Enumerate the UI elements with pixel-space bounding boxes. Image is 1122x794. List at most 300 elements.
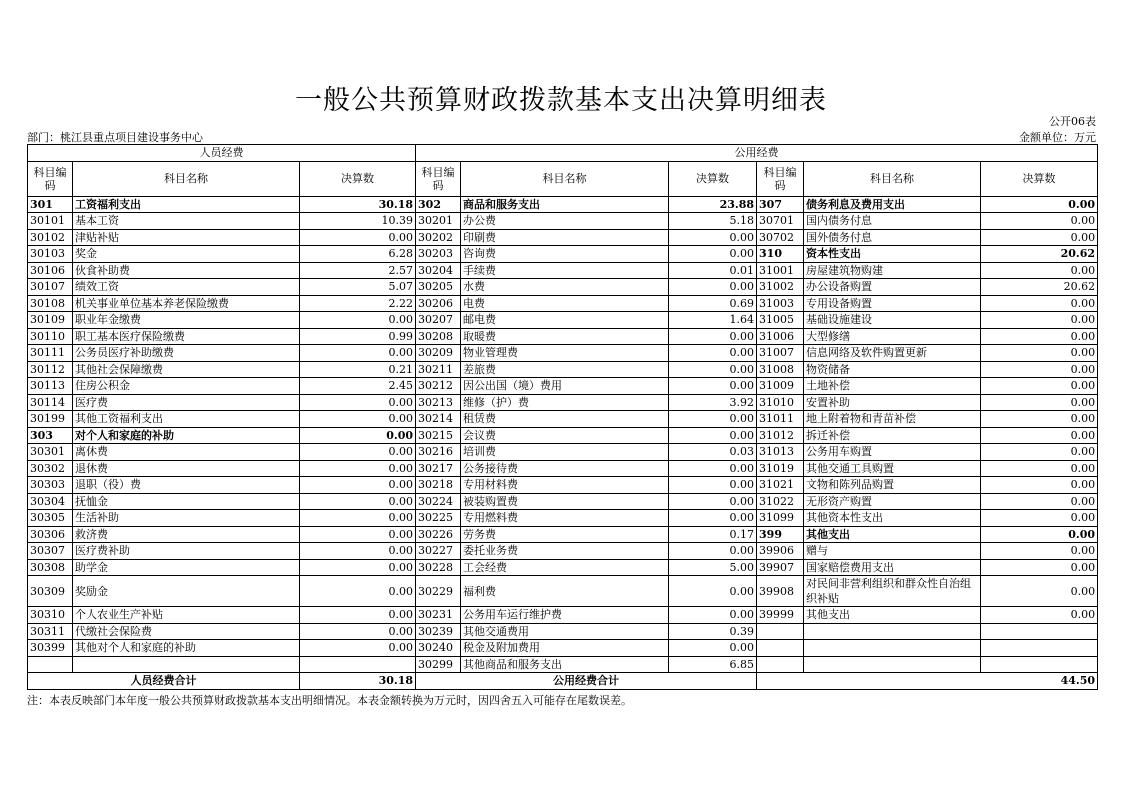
cell-amount: 0.00 xyxy=(981,559,1098,576)
cell-code: 30307 xyxy=(28,543,73,560)
cell-amount: 6.85 xyxy=(669,656,757,673)
cell-code: 30229 xyxy=(416,576,461,607)
cell-amount: 20.62 xyxy=(981,279,1098,296)
cell-name: 取暖费 xyxy=(461,328,669,345)
cell-code: 30108 xyxy=(28,295,73,312)
table-row xyxy=(28,640,1098,657)
cell-name: 资本性支出 xyxy=(804,246,981,263)
cell-code: 30203 xyxy=(416,246,461,263)
cell-code: 31007 xyxy=(757,345,804,362)
cell-amount: 0.00 xyxy=(300,543,416,560)
cell-amount: 0.00 xyxy=(669,510,757,527)
cell-code: 30305 xyxy=(28,510,73,527)
table-row xyxy=(28,656,1098,673)
cell-code: 30227 xyxy=(416,543,461,560)
cell-name: 电费 xyxy=(461,295,669,312)
cell-code: 30301 xyxy=(28,444,73,461)
table-row xyxy=(28,246,1098,263)
cell-amount: 0.69 xyxy=(669,295,757,312)
cell-name: 退休费 xyxy=(73,460,300,477)
table-row xyxy=(28,623,1098,640)
department-label: 部门：桃江县重点项目建设事务中心 xyxy=(27,131,203,144)
cell-code: 31002 xyxy=(757,279,804,296)
cell-code: 30207 xyxy=(416,312,461,329)
cell-code: 30201 xyxy=(416,213,461,230)
cell-code xyxy=(757,656,804,673)
cell-name: 会议费 xyxy=(461,427,669,444)
cell-amount: 0.00 xyxy=(300,229,416,246)
cell-amount: 0.00 xyxy=(669,378,757,395)
cell-amount: 0.17 xyxy=(669,526,757,543)
cell-name: 其他商品和服务支出 xyxy=(461,656,669,673)
cell-name: 赠与 xyxy=(804,543,981,560)
cell-name: 手续费 xyxy=(461,262,669,279)
cell-code: 31011 xyxy=(757,411,804,428)
cell-amount: 0.00 xyxy=(981,460,1098,477)
cell-name: 办公设备购置 xyxy=(804,279,981,296)
cell-name: 办公费 xyxy=(461,213,669,230)
cell-code: 31006 xyxy=(757,328,804,345)
table-row xyxy=(28,196,1098,213)
cell-name: 其他社会保障缴费 xyxy=(73,361,300,378)
cell-code: 30107 xyxy=(28,279,73,296)
form-number: 公开06表 xyxy=(1049,115,1096,128)
table-row xyxy=(28,543,1098,560)
cell-amount: 1.64 xyxy=(669,312,757,329)
cell-name: 国家赔偿费用支出 xyxy=(804,559,981,576)
cell-name: 印刷费 xyxy=(461,229,669,246)
personnel-total-value: 30.18 xyxy=(300,673,416,690)
cell-name: 工会经费 xyxy=(461,559,669,576)
cell-code: 30239 xyxy=(416,623,461,640)
cell-amount: 0.01 xyxy=(669,262,757,279)
cell-amount: 5.07 xyxy=(300,279,416,296)
cell-amount: 0.00 xyxy=(300,460,416,477)
table-row xyxy=(28,394,1098,411)
cell-code: 30106 xyxy=(28,262,73,279)
cell-amount: 0.39 xyxy=(669,623,757,640)
cell-name: 职工基本医疗保险缴费 xyxy=(73,328,300,345)
cell-amount: 0.00 xyxy=(300,444,416,461)
cell-amount: 0.00 xyxy=(300,345,416,362)
cell-amount: 0.00 xyxy=(669,361,757,378)
cell-name: 培训费 xyxy=(461,444,669,461)
cell-code: 30304 xyxy=(28,493,73,510)
cell-code: 30205 xyxy=(416,279,461,296)
cell-code: 31008 xyxy=(757,361,804,378)
cell-code: 30114 xyxy=(28,394,73,411)
cell-name: 医疗费补助 xyxy=(73,543,300,560)
cell-name: 大型修缮 xyxy=(804,328,981,345)
cell-amount: 5.00 xyxy=(669,559,757,576)
table-row xyxy=(28,576,1098,607)
table-row xyxy=(28,378,1098,395)
cell-name: 离休费 xyxy=(73,444,300,461)
cell-code: 30299 xyxy=(416,656,461,673)
cell-code: 30202 xyxy=(416,229,461,246)
cell-name: 生活补助 xyxy=(73,510,300,527)
cell-name: 专用材料费 xyxy=(461,477,669,494)
cell-name: 安置补助 xyxy=(804,394,981,411)
cell-amount: 2.45 xyxy=(300,378,416,395)
cell-code: 30101 xyxy=(28,213,73,230)
cell-amount: 0.00 xyxy=(669,411,757,428)
cell-amount: 0.00 xyxy=(981,295,1098,312)
table-row xyxy=(28,312,1098,329)
cell-amount: 0.00 xyxy=(981,213,1098,230)
cell-name: 咨询费 xyxy=(461,246,669,263)
cell-amount: 0.00 xyxy=(981,196,1098,213)
cell-amount: 0.00 xyxy=(981,576,1098,607)
cell-amount: 0.00 xyxy=(981,543,1098,560)
table-row xyxy=(28,526,1098,543)
table-row xyxy=(28,427,1098,444)
unit-label: 金额单位：万元 xyxy=(1019,131,1096,144)
cell-code: 30311 xyxy=(28,623,73,640)
cell-code: 30215 xyxy=(416,427,461,444)
cell-amount: 0.00 xyxy=(981,394,1098,411)
table-row xyxy=(28,559,1098,576)
cell-amount: 0.00 xyxy=(669,607,757,624)
cell-amount: 0.00 xyxy=(981,378,1098,395)
cell-amount: 0.00 xyxy=(981,526,1098,543)
cell-amount: 0.00 xyxy=(300,559,416,576)
cell-name: 基础设施建设 xyxy=(804,312,981,329)
cell-name xyxy=(804,640,981,657)
cell-code: 31013 xyxy=(757,444,804,461)
cell-code: 30211 xyxy=(416,361,461,378)
cell-name: 被装购置费 xyxy=(461,493,669,510)
table-row xyxy=(28,444,1098,461)
cell-code: 30226 xyxy=(416,526,461,543)
table-row xyxy=(28,213,1098,230)
cell-name: 房屋建筑物购建 xyxy=(804,262,981,279)
cell-name: 税金及附加费用 xyxy=(461,640,669,657)
cell-name: 其他交通费用 xyxy=(461,623,669,640)
col-header-name: 科目名称 xyxy=(804,161,981,196)
cell-amount: 0.00 xyxy=(981,262,1098,279)
cell-code: 30110 xyxy=(28,328,73,345)
cell-amount: 0.00 xyxy=(981,345,1098,362)
cell-name: 专用燃料费 xyxy=(461,510,669,527)
table-row xyxy=(28,279,1098,296)
cell-code: 31005 xyxy=(757,312,804,329)
cell-code: 302 xyxy=(416,196,461,213)
cell-amount: 3.92 xyxy=(669,394,757,411)
cell-name: 因公出国（境）费用 xyxy=(461,378,669,395)
group-header-personnel: 人员经费 xyxy=(28,145,416,162)
cell-amount: 0.00 xyxy=(300,411,416,428)
footnote: 注：本表反映部门本年度一般公共预算财政拨款基本支出明细情况。本表金额转换为万元时，因四舍五入可能存在尾数误差。 xyxy=(27,694,632,707)
cell-name xyxy=(804,623,981,640)
cell-amount: 0.00 xyxy=(981,493,1098,510)
cell-amount xyxy=(981,656,1098,673)
cell-amount: 0.00 xyxy=(300,526,416,543)
cell-amount: 30.18 xyxy=(300,196,416,213)
cell-code: 30102 xyxy=(28,229,73,246)
cell-amount: 0.00 xyxy=(300,640,416,657)
cell-name: 土地补偿 xyxy=(804,378,981,395)
cell-amount: 0.00 xyxy=(669,477,757,494)
cell-name: 拆迁补偿 xyxy=(804,427,981,444)
cell-name: 物业管理费 xyxy=(461,345,669,362)
cell-amount: 2.22 xyxy=(300,295,416,312)
table-row xyxy=(28,411,1098,428)
table-row xyxy=(28,361,1098,378)
cell-code: 30109 xyxy=(28,312,73,329)
cell-amount: 0.00 xyxy=(981,411,1098,428)
cell-amount xyxy=(981,640,1098,657)
cell-amount: 0.00 xyxy=(981,312,1098,329)
cell-name: 公务用车购置 xyxy=(804,444,981,461)
cell-name xyxy=(804,656,981,673)
cell-name: 国外债务付息 xyxy=(804,229,981,246)
table-row xyxy=(28,493,1098,510)
cell-code: 30310 xyxy=(28,607,73,624)
cell-code: 30218 xyxy=(416,477,461,494)
cell-code: 30199 xyxy=(28,411,73,428)
table-row xyxy=(28,328,1098,345)
cell-code: 30302 xyxy=(28,460,73,477)
cell-name: 个人农业生产补贴 xyxy=(73,607,300,624)
cell-code: 30112 xyxy=(28,361,73,378)
col-header-amount: 决算数 xyxy=(981,161,1098,196)
cell-name: 差旅费 xyxy=(461,361,669,378)
cell-name: 委托业务费 xyxy=(461,543,669,560)
cell-amount: 0.00 xyxy=(981,477,1098,494)
cell-code: 39907 xyxy=(757,559,804,576)
cell-amount: 0.99 xyxy=(300,328,416,345)
cell-name: 劳务费 xyxy=(461,526,669,543)
cell-name: 邮电费 xyxy=(461,312,669,329)
table-row xyxy=(28,477,1098,494)
cell-code: 30213 xyxy=(416,394,461,411)
col-header-amount: 决算数 xyxy=(300,161,416,196)
cell-code: 30309 xyxy=(28,576,73,607)
cell-code: 30399 xyxy=(28,640,73,657)
cell-name: 其他对个人和家庭的补助 xyxy=(73,640,300,657)
cell-name: 绩效工资 xyxy=(73,279,300,296)
cell-amount: 20.62 xyxy=(981,246,1098,263)
cell-code: 31001 xyxy=(757,262,804,279)
cell-code: 30214 xyxy=(416,411,461,428)
cell-code xyxy=(757,623,804,640)
table-row xyxy=(28,510,1098,527)
cell-code: 30111 xyxy=(28,345,73,362)
cell-code: 30225 xyxy=(416,510,461,527)
cell-amount xyxy=(981,623,1098,640)
cell-name: 机关事业单位基本养老保险缴费 xyxy=(73,295,300,312)
cell-code: 39906 xyxy=(757,543,804,560)
cell-amount: 0.00 xyxy=(669,493,757,510)
cell-name: 商品和服务支出 xyxy=(461,196,669,213)
cell-amount: 0.00 xyxy=(300,510,416,527)
cell-amount: 0.21 xyxy=(300,361,416,378)
personnel-total-label: 人员经费合计 xyxy=(28,673,300,690)
cell-code: 30303 xyxy=(28,477,73,494)
cell-code: 31022 xyxy=(757,493,804,510)
cell-code: 30206 xyxy=(416,295,461,312)
table-row xyxy=(28,229,1098,246)
cell-name: 国内债务付息 xyxy=(804,213,981,230)
cell-amount: 0.00 xyxy=(669,345,757,362)
cell-code: 31099 xyxy=(757,510,804,527)
cell-name: 抚恤金 xyxy=(73,493,300,510)
cell-name: 住房公积金 xyxy=(73,378,300,395)
col-header-code: 科目编码 xyxy=(416,161,461,196)
cell-name: 其他资本性支出 xyxy=(804,510,981,527)
cell-amount: 23.88 xyxy=(669,196,757,213)
cell-code: 30224 xyxy=(416,493,461,510)
cell-name: 公务员医疗补助缴费 xyxy=(73,345,300,362)
cell-amount: 10.39 xyxy=(300,213,416,230)
cell-name: 无形资产购置 xyxy=(804,493,981,510)
col-header-code: 科目编码 xyxy=(28,161,73,196)
cell-amount: 0.00 xyxy=(669,543,757,560)
table-row xyxy=(28,295,1098,312)
cell-name: 基本工资 xyxy=(73,213,300,230)
cell-code: 30208 xyxy=(416,328,461,345)
cell-name: 助学金 xyxy=(73,559,300,576)
cell-code: 30228 xyxy=(416,559,461,576)
public-total-label: 公用经费合计 xyxy=(416,673,757,690)
cell-code: 30217 xyxy=(416,460,461,477)
cell-name: 专用设备购置 xyxy=(804,295,981,312)
cell-name: 地上附着物和青苗补偿 xyxy=(804,411,981,428)
cell-name: 其他支出 xyxy=(804,607,981,624)
cell-code: 31019 xyxy=(757,460,804,477)
cell-amount: 0.00 xyxy=(300,477,416,494)
table-row xyxy=(28,460,1098,477)
table-row xyxy=(28,345,1098,362)
cell-amount: 0.00 xyxy=(669,640,757,657)
cell-code: 30212 xyxy=(416,378,461,395)
cell-code: 30204 xyxy=(416,262,461,279)
cell-name: 维修（护）费 xyxy=(461,394,669,411)
col-header-code: 科目编码 xyxy=(757,161,804,196)
cell-amount: 0.00 xyxy=(981,427,1098,444)
cell-code: 39908 xyxy=(757,576,804,607)
cell-amount: 0.00 xyxy=(300,623,416,640)
cell-code: 31009 xyxy=(757,378,804,395)
cell-code: 301 xyxy=(28,196,73,213)
cell-code: 30113 xyxy=(28,378,73,395)
cell-code: 30702 xyxy=(757,229,804,246)
cell-code: 39999 xyxy=(757,607,804,624)
cell-code: 31012 xyxy=(757,427,804,444)
page-title: 一般公共预算财政拨款基本支出决算明细表 xyxy=(295,85,827,116)
cell-amount: 0.00 xyxy=(300,493,416,510)
cell-name: 信息网络及软件购置更新 xyxy=(804,345,981,362)
cell-code xyxy=(757,640,804,657)
cell-code: 30209 xyxy=(416,345,461,362)
cell-amount: 0.00 xyxy=(669,576,757,607)
cell-code xyxy=(28,656,73,673)
cell-code: 31010 xyxy=(757,394,804,411)
cell-name: 物资储备 xyxy=(804,361,981,378)
table-row xyxy=(28,262,1098,279)
cell-code: 30701 xyxy=(757,213,804,230)
cell-amount: 2.57 xyxy=(300,262,416,279)
col-header-name: 科目名称 xyxy=(461,161,669,196)
cell-amount: 0.00 xyxy=(981,444,1098,461)
cell-name: 医疗费 xyxy=(73,394,300,411)
cell-code: 31021 xyxy=(757,477,804,494)
cell-amount: 0.00 xyxy=(300,427,416,444)
cell-code: 30306 xyxy=(28,526,73,543)
cell-name: 职业年金缴费 xyxy=(73,312,300,329)
cell-amount: 0.00 xyxy=(300,312,416,329)
cell-code: 307 xyxy=(757,196,804,213)
cell-amount: 0.00 xyxy=(981,229,1098,246)
col-header-name: 科目名称 xyxy=(73,161,300,196)
cell-name: 租赁费 xyxy=(461,411,669,428)
cell-amount: 0.00 xyxy=(981,607,1098,624)
cell-name: 文物和陈列品购置 xyxy=(804,477,981,494)
cell-amount: 0.00 xyxy=(300,607,416,624)
col-header-amount: 决算数 xyxy=(669,161,757,196)
cell-name: 其他工资福利支出 xyxy=(73,411,300,428)
cell-amount: 0.00 xyxy=(981,510,1098,527)
cell-name: 水费 xyxy=(461,279,669,296)
cell-name: 债务利息及费用支出 xyxy=(804,196,981,213)
cell-name: 公务用车运行维护费 xyxy=(461,607,669,624)
cell-name: 救济费 xyxy=(73,526,300,543)
cell-amount: 0.00 xyxy=(669,246,757,263)
cell-amount: 0.00 xyxy=(300,576,416,607)
cell-amount: 0.03 xyxy=(669,444,757,461)
cell-name: 对个人和家庭的补助 xyxy=(73,427,300,444)
cell-name: 津贴补贴 xyxy=(73,229,300,246)
cell-name: 公务接待费 xyxy=(461,460,669,477)
expenditure-table xyxy=(27,144,1098,690)
cell-code: 30231 xyxy=(416,607,461,624)
cell-code: 30240 xyxy=(416,640,461,657)
cell-code: 30308 xyxy=(28,559,73,576)
cell-amount: 6.28 xyxy=(300,246,416,263)
cell-name: 伙食补助费 xyxy=(73,262,300,279)
cell-name xyxy=(73,656,300,673)
cell-amount: 0.00 xyxy=(981,328,1098,345)
cell-amount: 0.00 xyxy=(981,361,1098,378)
cell-amount: 0.00 xyxy=(669,279,757,296)
cell-name: 工资福利支出 xyxy=(73,196,300,213)
cell-amount: 0.00 xyxy=(669,427,757,444)
public-total-value: 44.50 xyxy=(757,673,1098,690)
cell-name: 退职（役）费 xyxy=(73,477,300,494)
cell-code: 303 xyxy=(28,427,73,444)
cell-name: 奖励金 xyxy=(73,576,300,607)
cell-code: 30103 xyxy=(28,246,73,263)
cell-name: 对民间非营利组织和群众性自治组织补贴 xyxy=(804,576,981,607)
cell-name: 福利费 xyxy=(461,576,669,607)
cell-name: 其他交通工具购置 xyxy=(804,460,981,477)
cell-amount: 5.18 xyxy=(669,213,757,230)
cell-amount xyxy=(300,656,416,673)
cell-name: 代缴社会保险费 xyxy=(73,623,300,640)
cell-name: 其他支出 xyxy=(804,526,981,543)
cell-code: 30216 xyxy=(416,444,461,461)
cell-amount: 0.00 xyxy=(669,460,757,477)
cell-code: 31003 xyxy=(757,295,804,312)
table-row xyxy=(28,607,1098,624)
cell-name: 奖金 xyxy=(73,246,300,263)
group-header-public: 公用经费 xyxy=(416,145,1098,162)
cell-code: 310 xyxy=(757,246,804,263)
cell-code: 399 xyxy=(757,526,804,543)
cell-amount: 0.00 xyxy=(669,328,757,345)
cell-amount: 0.00 xyxy=(669,229,757,246)
